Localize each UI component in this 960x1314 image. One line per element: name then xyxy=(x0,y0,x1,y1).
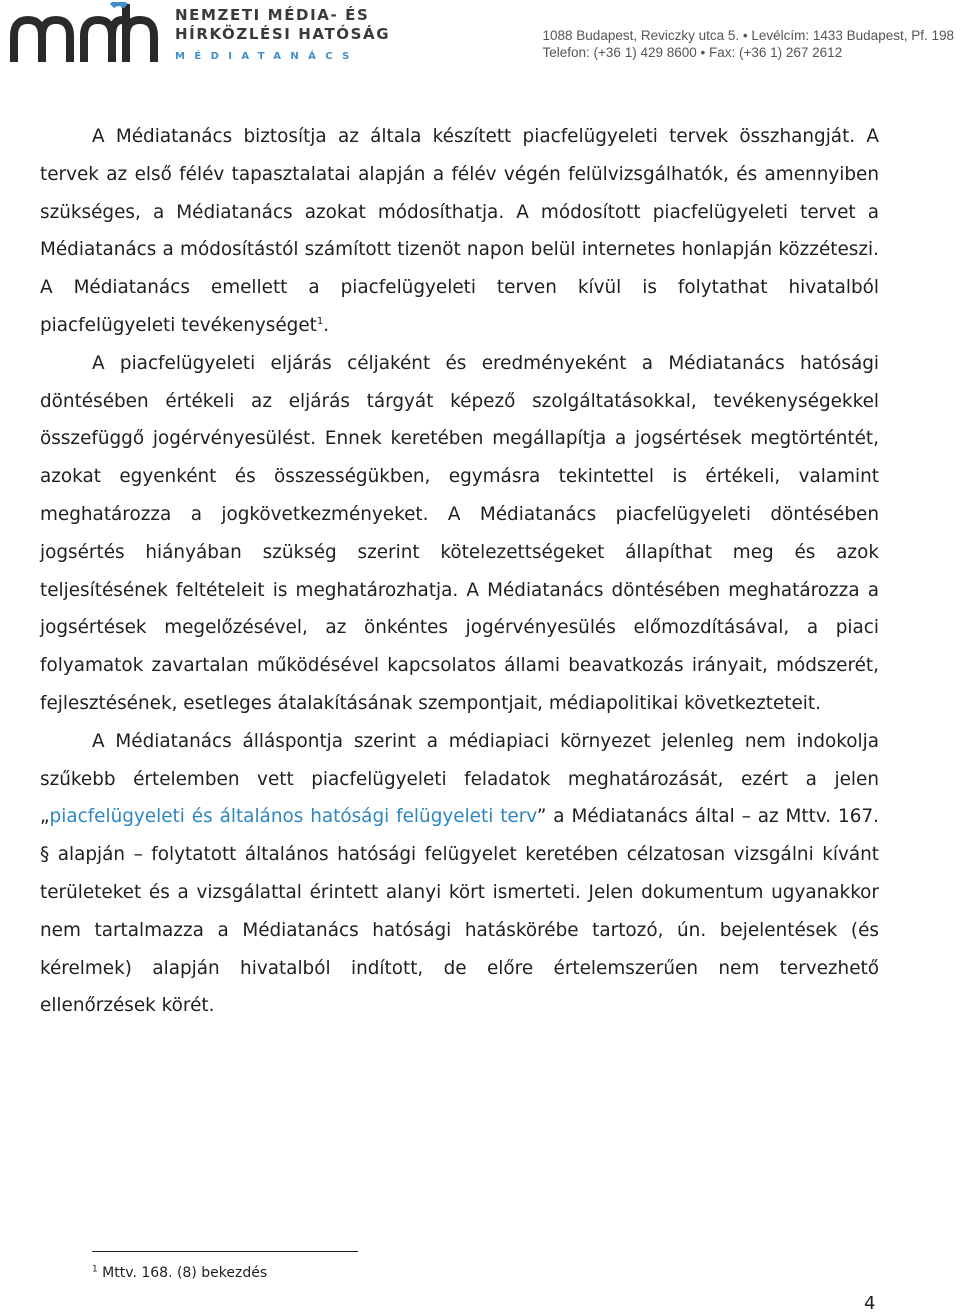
paragraph-3: A Médiatanács álláspontja szerint a médiapiaci környezet jelenleg nem indokolja szűkebb értelemben vett piacfelügyeleti feladatok meghatározását, ezért a jelen „piacfelügyeleti és általános hatósági felügyeleti terv” a Médiatanács által – az Mttv. 167. § alapján – folytatott általános hatósági felügyelet keretében célzatosan vizsgálni kívánt területeket és a vizsgálattal érintett alanyi kört ismerteti. Jelen dokumentum ugyanakkor nem tartalmazza a Médiatanács hatósági hatáskörébe tartozó, ún. bejelentések (és kérelmek) alapján hivatalból indított, de előre értelemszerűen nem tervezhető ellenőrzések körét. xyxy=(40,730,879,1017)
address-line: 1088 Budapest, Reviczky utca 5. • Levélcím: 1433 Budapest, Pf. 198 xyxy=(542,28,954,43)
footnote-separator xyxy=(92,1251,358,1252)
paragraph-1: A Médiatanács biztosítja az általa készített piacfelügyeleti tervek összhangját. A tervek az első félév tapasztalatai alapján a félév végén felülvizsgálhatók, és amennyiben szükséges, a Médiatanács azokat módosíthatja. A módosított piacfelügyeleti tervet a Médiatanács a módosítástól számított tizenöt napon belül internetes honlapján közzéteszi. A Médiatanács emellett a piacfelügyeleti terven kívül is folytathat hivatalból piacfelügyeleti tevékenységet$^1$. xyxy=(40,126,879,336)
footnote-text: Mttv. 168. (8) bekezdés xyxy=(97,1265,268,1281)
page-number: 4 xyxy=(864,1293,876,1314)
org-name-line1: NEMZETI MÉDIA- ÉS xyxy=(175,6,370,24)
phone-fax-line: Telefon: (+36 1) 429 8600 • Fax: (+36 1) 267 2612 xyxy=(542,45,843,60)
letterhead xyxy=(0,0,960,70)
organization-name xyxy=(175,6,390,66)
footnote-marker: 1 xyxy=(92,1264,98,1275)
footnote xyxy=(92,1265,267,1281)
contact-address xyxy=(543,27,954,61)
document-body xyxy=(40,118,879,1025)
org-name-line2: HÍRKÖZLÉSI HATÓSÁG xyxy=(175,25,391,43)
org-name-line3: MÉDIATANÁCS xyxy=(175,51,359,62)
nmhh-logo-icon xyxy=(8,2,168,64)
footnote-ref[interactable]: 1 xyxy=(316,315,324,327)
paragraph-2: A piacfelügyeleti eljárás céljaként és eredményeként a Médiatanács hatósági döntésében értékeli az eljárás tárgyát képező szolgáltatásokkal, tevékenységekkel összefüggő jogérvényesülést. Ennek keretében megállapítja a jogsértések megtörténtét, azokat egyenként és összességükben, egymásra tekintettel is értékeli, valamint meghatározza a jogkövetkezményeket. A Médiatanács piacfelügyeleti döntésében jogsértés hiányában szükség szerint kötelezettségeket állapíthat meg és azok teljesítésének feltételeit is meghatározhatja. A Médiatanács döntésében meghatározza a jogsértések megelőzésével, az önkéntes jogérvényesülés előmozdításával, a piaci folyamatok zavartalan működésével kapcsolatos állami beavatkozás irányait, módszerét, fejlesztésének, esetleges átalakításának szempontjait, médiapolitikai következteteit. xyxy=(40,352,879,714)
plan-title-link[interactable]: piacfelügyeleti és általános hatósági felügyeleti terv xyxy=(49,806,537,828)
